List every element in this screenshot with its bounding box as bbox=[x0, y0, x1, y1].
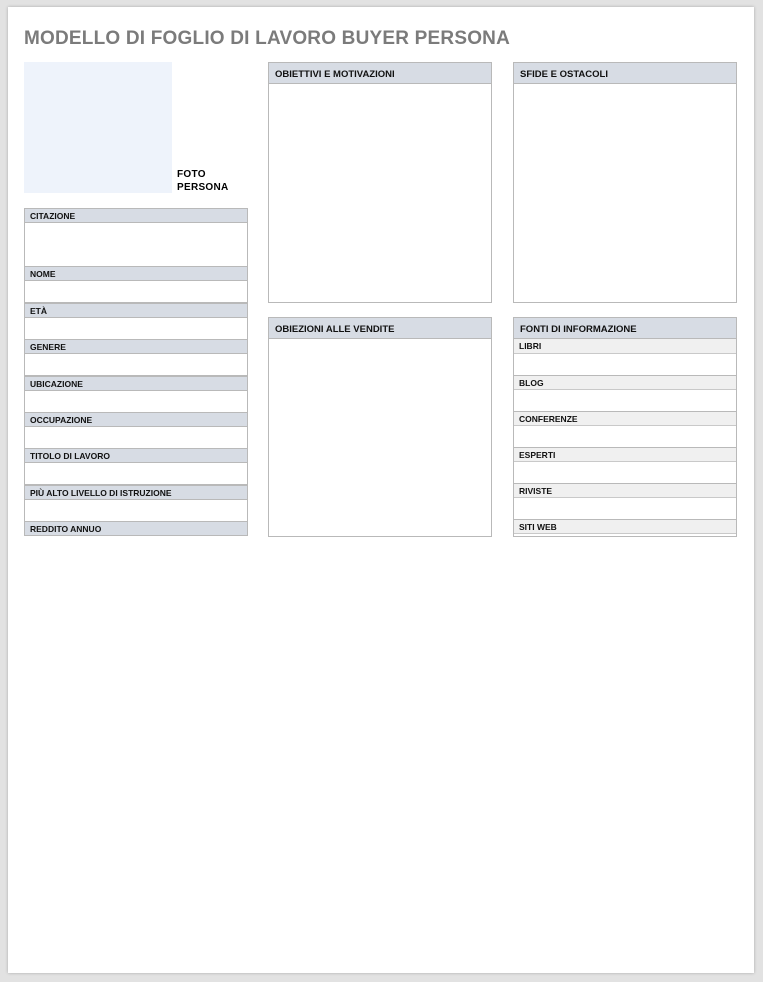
field-label: UBICAZIONE bbox=[24, 376, 248, 391]
source-label-conferenze: CONFERENZE bbox=[514, 411, 736, 426]
document-page bbox=[8, 7, 754, 973]
source-input-riviste[interactable] bbox=[514, 498, 736, 519]
field-label: CITAZIONE bbox=[24, 208, 248, 223]
field-occupazione bbox=[24, 412, 248, 449]
source-label-esperti: ESPERTI bbox=[514, 447, 736, 462]
source-label-siti-web: SITI WEB bbox=[514, 519, 736, 534]
source-label-libri: LIBRI bbox=[514, 339, 736, 354]
field-input-titolo-di-lavoro[interactable] bbox=[24, 463, 248, 485]
field-label: PIÙ ALTO LIVELLO DI ISTRUZIONE bbox=[24, 485, 248, 500]
source-input-esperti[interactable] bbox=[514, 462, 736, 483]
field-citazione bbox=[24, 208, 248, 267]
field-label: TITOLO DI LAVORO bbox=[24, 448, 248, 463]
field-input-istruzione[interactable] bbox=[24, 500, 248, 522]
source-input-conferenze[interactable] bbox=[514, 426, 736, 447]
field-label: GENERE bbox=[24, 339, 248, 354]
source-label-blog: BLOG bbox=[514, 375, 736, 390]
goals-box[interactable] bbox=[268, 62, 492, 303]
field-ubicazione bbox=[24, 376, 248, 413]
field-input-ubicazione[interactable] bbox=[24, 391, 248, 413]
field-input-eta[interactable] bbox=[24, 318, 248, 340]
sources-box bbox=[513, 317, 737, 537]
photo-label bbox=[177, 168, 229, 194]
photo-label-line1: FOTO bbox=[177, 169, 206, 180]
source-label-riviste: RIVISTE bbox=[514, 483, 736, 498]
field-label: REDDITO ANNUO bbox=[24, 521, 248, 536]
source-input-libri[interactable] bbox=[514, 354, 736, 375]
field-label: ETÀ bbox=[24, 303, 248, 318]
field-label: OCCUPAZIONE bbox=[24, 412, 248, 427]
objections-box[interactable] bbox=[268, 317, 492, 537]
field-input-genere[interactable] bbox=[24, 354, 248, 376]
challenges-box[interactable] bbox=[513, 62, 737, 303]
field-input-nome[interactable] bbox=[24, 281, 248, 303]
field-istruzione bbox=[24, 485, 248, 522]
field-input-citazione[interactable] bbox=[24, 223, 248, 267]
source-input-blog[interactable] bbox=[514, 390, 736, 411]
challenges-header: SFIDE E OSTACOLI bbox=[514, 63, 736, 84]
field-input-occupazione[interactable] bbox=[24, 427, 248, 449]
goals-header: OBIETTIVI E MOTIVAZIONI bbox=[269, 63, 491, 84]
field-label: NOME bbox=[24, 266, 248, 281]
sources-header: FONTI DI INFORMAZIONE bbox=[514, 318, 736, 339]
field-nome bbox=[24, 266, 248, 303]
field-genere bbox=[24, 339, 248, 376]
field-titolo-di-lavoro bbox=[24, 448, 248, 485]
field-reddito-annuo bbox=[24, 521, 248, 536]
field-eta bbox=[24, 303, 248, 340]
objections-header: OBIEZIONI ALLE VENDITE bbox=[269, 318, 491, 339]
persona-photo-placeholder[interactable] bbox=[24, 62, 172, 193]
photo-label-line2: PERSONA bbox=[177, 182, 229, 193]
page-title: MODELLO DI FOGLIO DI LAVORO BUYER PERSONA bbox=[24, 28, 511, 49]
